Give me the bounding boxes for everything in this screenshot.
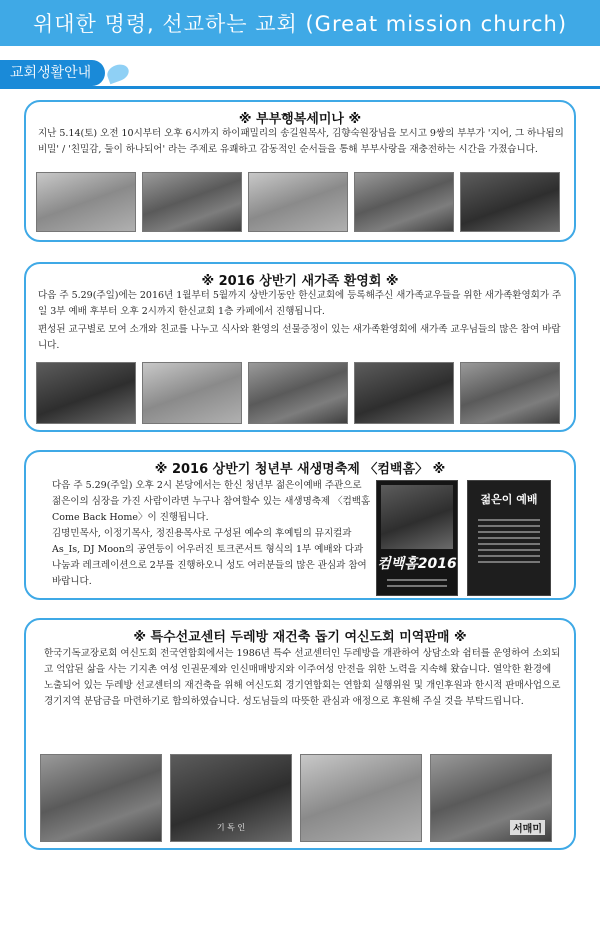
photo-strip [36, 362, 560, 424]
poster-photo [381, 485, 453, 549]
poster-title: 컴백홈2016 [377, 556, 457, 572]
event-photo [248, 172, 348, 232]
card-title: ※ 부부행복세미나 ※ [238, 112, 362, 127]
poster-details [377, 575, 457, 591]
photo-strip [40, 754, 552, 842]
section-divider [0, 86, 600, 89]
banner-title: 위대한 명령, 선교하는 교회 (Great mission church) [32, 12, 568, 36]
card-title: ※ 특수선교센터 두레방 재건축 돕기 여신도회 미역판매 ※ [133, 630, 467, 645]
section-tab [0, 58, 129, 88]
photo-caption: 기 독 인 [216, 823, 246, 832]
card-body-para-2: 편성된 교구별로 모여 소개와 친교를 나누고 식사와 환영의 선물증정이 있는 새가족환영회에 새가족 교우님들의 많은 참여 바랍니다. [38, 324, 561, 351]
event-photo [170, 754, 292, 842]
leaf-icon [105, 62, 131, 85]
card-body-para-1: 다음 주 5.29(주일)에는 2016년 1월부터 5월까지 상반기동안 한신교회에 등록해주신 새가족교우들을 위한 새가족환영회가 주일 3부 예배 후부터 오후 2시까지 한신교회 1층 카페에서 진행됩니다. [38, 290, 562, 317]
card-title: ※ 2016 상반기 청년부 새생명축제 〈컴백홈〉 ※ [154, 462, 446, 477]
event-photo [36, 172, 136, 232]
event-photo [36, 362, 136, 424]
card-seaweed-sale [24, 618, 576, 850]
festival-poster-youth-worship [467, 480, 551, 596]
event-photo [354, 362, 454, 424]
card-couple-seminar [24, 100, 576, 242]
event-photo [460, 172, 560, 232]
photo-strip [36, 172, 560, 232]
poster-heading: 젊은이 예배 [480, 493, 538, 506]
event-photo [430, 754, 552, 842]
event-photo [354, 172, 454, 232]
event-photo [40, 754, 162, 842]
page-banner [0, 0, 600, 46]
photo-caption: 서매미 [510, 820, 545, 835]
card-body: 한국기독교장로회 여신도회 전국연합회에서는 1986년 특수 선교센터인 두레방을 개관하여 상담소와 쉼터를 운영하여 소외되고 억압된 삶을 사는 기지촌 여성 인권문제와 인신매매방지와 이주여성 안전을 위한 노력을 지속해 왔습니다. 열악한 환경에 노출되어 있는 두레방 선교센터의 재건축을 위해 여신도회 경기연합회는 연합회 실행위원 및 개인후원과 한시적 판매사업으로 경기지역 분담금을 마련하기로 합의하였습니다. 성도님들의 따뜻한 관심과 애정으로 후원해 주실 것을 부탁드립니다. [44, 648, 561, 707]
event-photo [248, 362, 348, 424]
section-label: 교회생활안내 [0, 60, 105, 86]
card-new-family-welcome [24, 262, 576, 432]
card-body-para-1: 다음 주 5.29(주일) 오후 2시 본당에서는 한신 청년부 젊은이예배 주관으로 젊은이의 심장을 가진 사람이라면 누구나 참여할수 있는 새생명축제 〈컴백홈 Come Back Home〉이 진행됩니다. [52, 480, 371, 523]
festival-poster-comeback-home [376, 480, 458, 596]
card-body-para-2: 김명민목사, 이정기목사, 정진용목사로 구성된 예수의 후예팀의 뮤지컬과 As_Is, DJ Moon의 공연등이 어우러진 토크콘서트 형식의 1부 예배와 다과 나눔과 레크레이션으로 2부를 진행하오니 성도 여러분들의 많은 관심과 참여 바랍니다. [52, 528, 367, 587]
card-body: 지난 5.14(토) 오전 10시부터 오후 6시까지 하이패밀리의 송길원목사, 김향숙원장님을 모시고 9쌍의 부부가 '지어, 그 하나됨의 비밀' / '친밀감, 둘이 하나되어' 라는 주제로 유쾌하고 감동적인 순서들을 통해 부부사랑을 재충전하는 시간을 가졌습니다. [38, 128, 564, 155]
event-photo [142, 172, 242, 232]
card-youth-festival [24, 450, 576, 600]
card-title: ※ 2016 상반기 새가족 환영회 ※ [201, 274, 399, 289]
event-photo [300, 754, 422, 842]
poster-details [468, 515, 550, 567]
event-photo [460, 362, 560, 424]
event-photo [142, 362, 242, 424]
